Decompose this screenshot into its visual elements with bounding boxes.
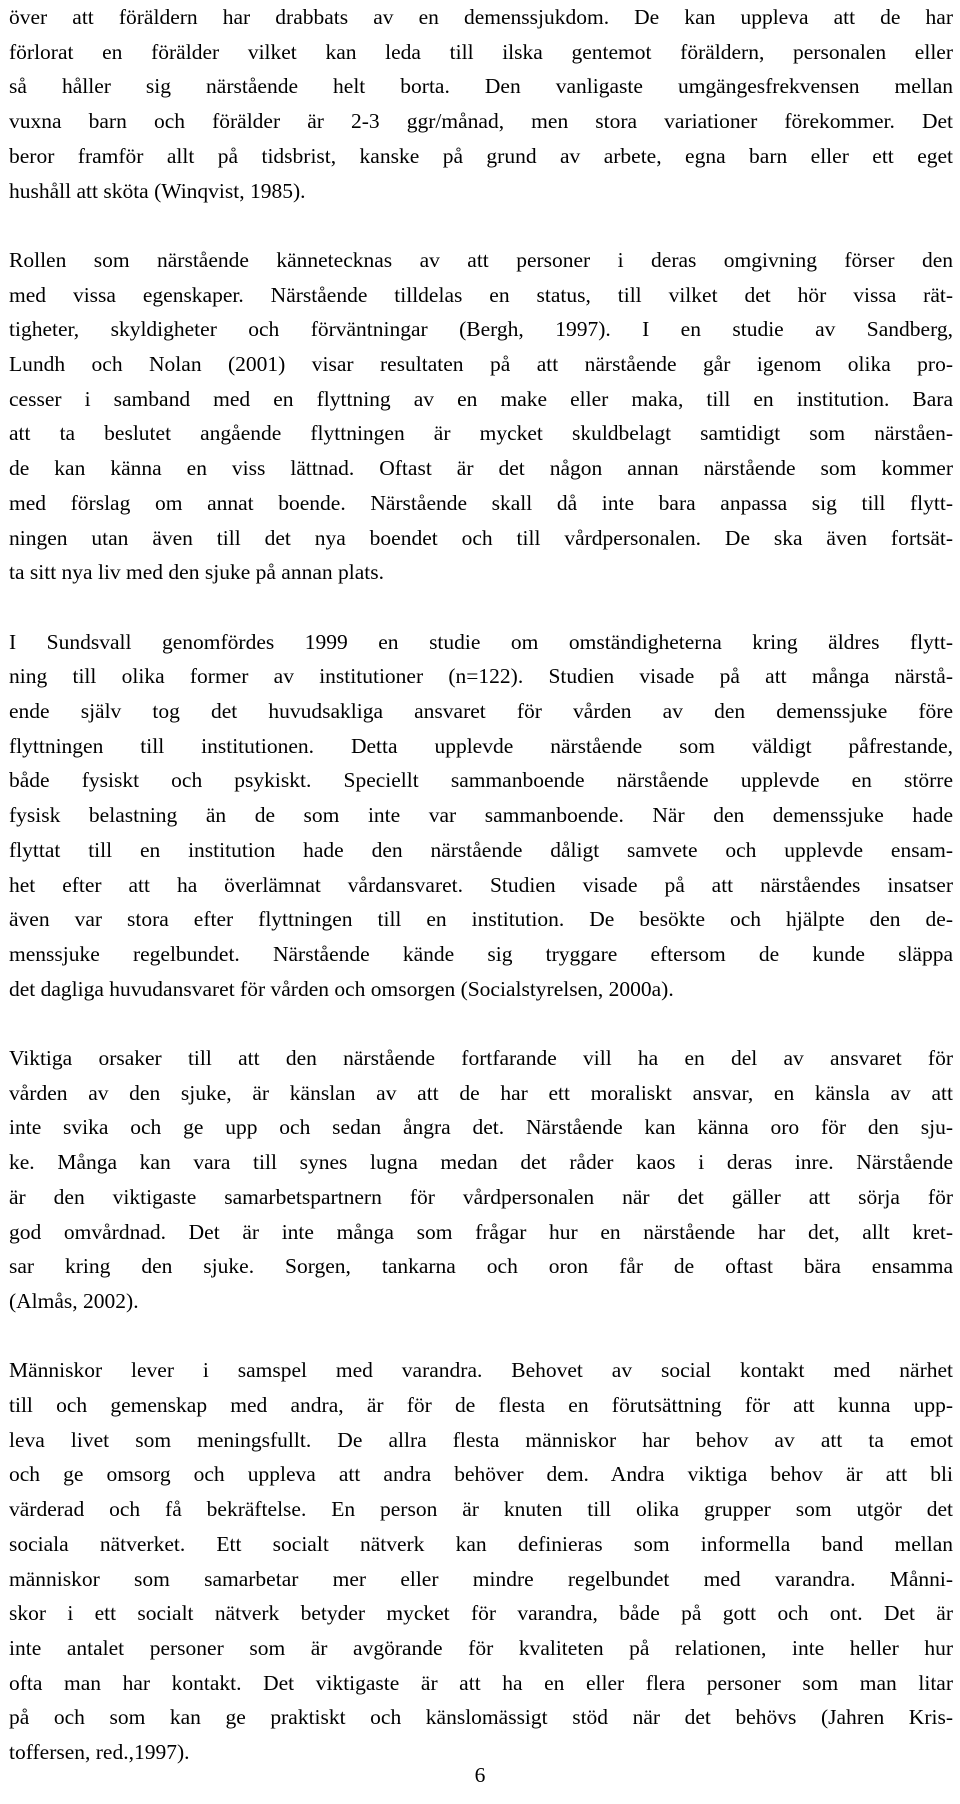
text-line: menssjuke regelbundet. Närstående kände sig tryggare eftersom de kunde släppa (9, 941, 953, 966)
text-line: inte svika och ge upp och sedan ångra det. Närstående kan känna oro för den sju- (9, 1115, 953, 1140)
text-line: ning till olika former av institutioner (n=122). Studien visade på att många närstå- (9, 664, 953, 689)
paragraph (9, 625, 953, 1007)
text-line: på och som kan ge praktiskt och känslomässigt stöd när det behövs (Jahren Kris- (9, 1705, 953, 1730)
text-line: Rollen som närstående kännetecknas av att personer i deras omgivning förser den (9, 247, 953, 272)
text-line: Viktiga orsaker till att den närstående fortfarande vill ha en del av ansvaret för (9, 1046, 953, 1071)
text-line: både fysiskt och psykiskt. Speciellt sammanboende närstående upplevde en större (9, 768, 953, 793)
text-line: ende själv tog det huvudsakliga ansvaret för vården av den demenssjuke före (9, 699, 953, 724)
text-line: skor i ett socialt nätverk betyder mycket för varandra, både på gott och ont. Det är (9, 1601, 953, 1626)
text-line: ningen utan även till det nya boendet och till vårdpersonalen. De ska även fortsät- (9, 525, 953, 550)
text-line: het efter att ha överlämnat vårdansvaret. Studien visade på att närståendes insatser (9, 872, 953, 897)
text-line: ke. Många kan vara till synes lugna medan det råder kaos i deras inre. Närstående (9, 1150, 953, 1175)
text-line: med förslag om annat boende. Närstående skall då inte bara anpassa sig till flytt- (9, 490, 953, 515)
paragraph-gap (9, 590, 953, 625)
text-line: vuxna barn och förälder är 2-3 ggr/månad, men stora variationer förekommer. Det (9, 109, 953, 134)
text-line: vården av den sjuke, är känslan av att de har ett moraliskt ansvar, en känsla av att (9, 1080, 953, 1105)
text-line: att ta beslutet angående flyttningen är mycket skuldbelagt samtidigt som närståen- (9, 421, 953, 446)
text-line: så håller sig närstående helt borta. Den vanligaste umgängesfrekvensen mellan (9, 74, 953, 99)
text-line: sar kring den sjuke. Sorgen, tankarna och oron får de oftast bära ensamma (9, 1254, 953, 1279)
text-line: är den viktigaste samarbetspartnern för vårdpersonalen när det gäller att sörja för (9, 1184, 953, 1209)
text-line: sociala nätverket. Ett socialt nätverk kan definieras som informella band mellan (9, 1531, 953, 1556)
text-line: Lundh och Nolan (2001) visar resultaten på att närstående går igenom olika pro- (9, 352, 953, 377)
text-line: Människor lever i samspel med varandra. Behovet av social kontakt med närhet (9, 1358, 953, 1383)
text-line: det dagliga huvudansvaret för vården och omsorgen (Socialstyrelsen, 2000a). (9, 976, 674, 1001)
text-line: värderad och få bekräftelse. En person är knuten till olika grupper som utgör det (9, 1497, 953, 1522)
text-line: inte antalet personer som är avgörande för kvaliteten på relationen, inte heller hur (9, 1635, 953, 1660)
text-line: ofta man har kontakt. Det viktigaste är att ha en eller flera personer som man litar (9, 1670, 953, 1695)
text-line: hushåll att sköta (Winqvist, 1985). (9, 178, 306, 203)
text-line: cesser i samband med en flyttning av en make eller maka, till en institution. Bara (9, 386, 953, 411)
paragraph-gap (9, 1319, 953, 1354)
paragraph (9, 243, 953, 590)
text-line: flyttningen till institutionen. Detta upplevde närstående som väldigt påfrestande, (9, 733, 953, 758)
paragraph (9, 1353, 953, 1769)
body-text (9, 0, 953, 1770)
paragraph-gap (9, 208, 953, 243)
text-line: över att föräldern har drabbats av en demenssjukdom. De kan uppleva att de har (9, 5, 953, 29)
text-line: de kan känna en viss lättnad. Oftast är det någon annan närstående som kommer (9, 456, 953, 481)
paragraph (9, 0, 953, 208)
text-line: I Sundsvall genomfördes 1999 en studie om omständigheterna kring äldres flytt- (9, 629, 953, 654)
text-line: förlorat en förälder vilket kan leda till ilska gentemot föräldern, personalen eller (9, 39, 953, 64)
text-line: toffersen, red.,1997). (9, 1740, 190, 1765)
text-line: leva livet som meningsfullt. De allra flesta människor har behov av att ta emot (9, 1427, 953, 1452)
text-line: med vissa egenskaper. Närstående tilldelas en status, till vilket det hör vissa rät- (9, 282, 953, 307)
paragraph (9, 1041, 953, 1319)
paragraph-gap (9, 1006, 953, 1041)
text-line: flyttat till en institution hade den närstående dåligt samvete och upplevde ensam- (9, 837, 953, 862)
text-line: tigheter, skyldigheter och förväntningar (Bergh, 1997). I en studie av Sandberg, (9, 317, 953, 342)
text-line: ta sitt nya liv med den sjuke på annan plats. (9, 560, 384, 585)
text-line: även var stora efter flyttningen till en institution. De besökte och hjälpte den de- (9, 907, 953, 932)
text-line: beror framför allt på tidsbrist, kanske på grund av arbete, egna barn eller ett eget (9, 143, 953, 168)
text-line: till och gemenskap med andra, är för de flesta en förutsättning för att kunna upp- (9, 1393, 953, 1418)
text-line: och ge omsorg och uppleva att andra behöver dem. Andra viktiga behov är att bli (9, 1462, 953, 1487)
text-line: (Almås, 2002). (9, 1288, 139, 1313)
page-number: 6 (474, 1763, 486, 1787)
text-line: fysisk belastning än de som inte var sammanboende. När den demenssjuke hade (9, 803, 953, 828)
text-line: god omvårdnad. Det är inte många som frågar hur en närstående har det, allt kret- (9, 1219, 953, 1244)
text-line: människor som samarbetar mer eller mindre regelbundet med varandra. Månni- (9, 1566, 953, 1591)
